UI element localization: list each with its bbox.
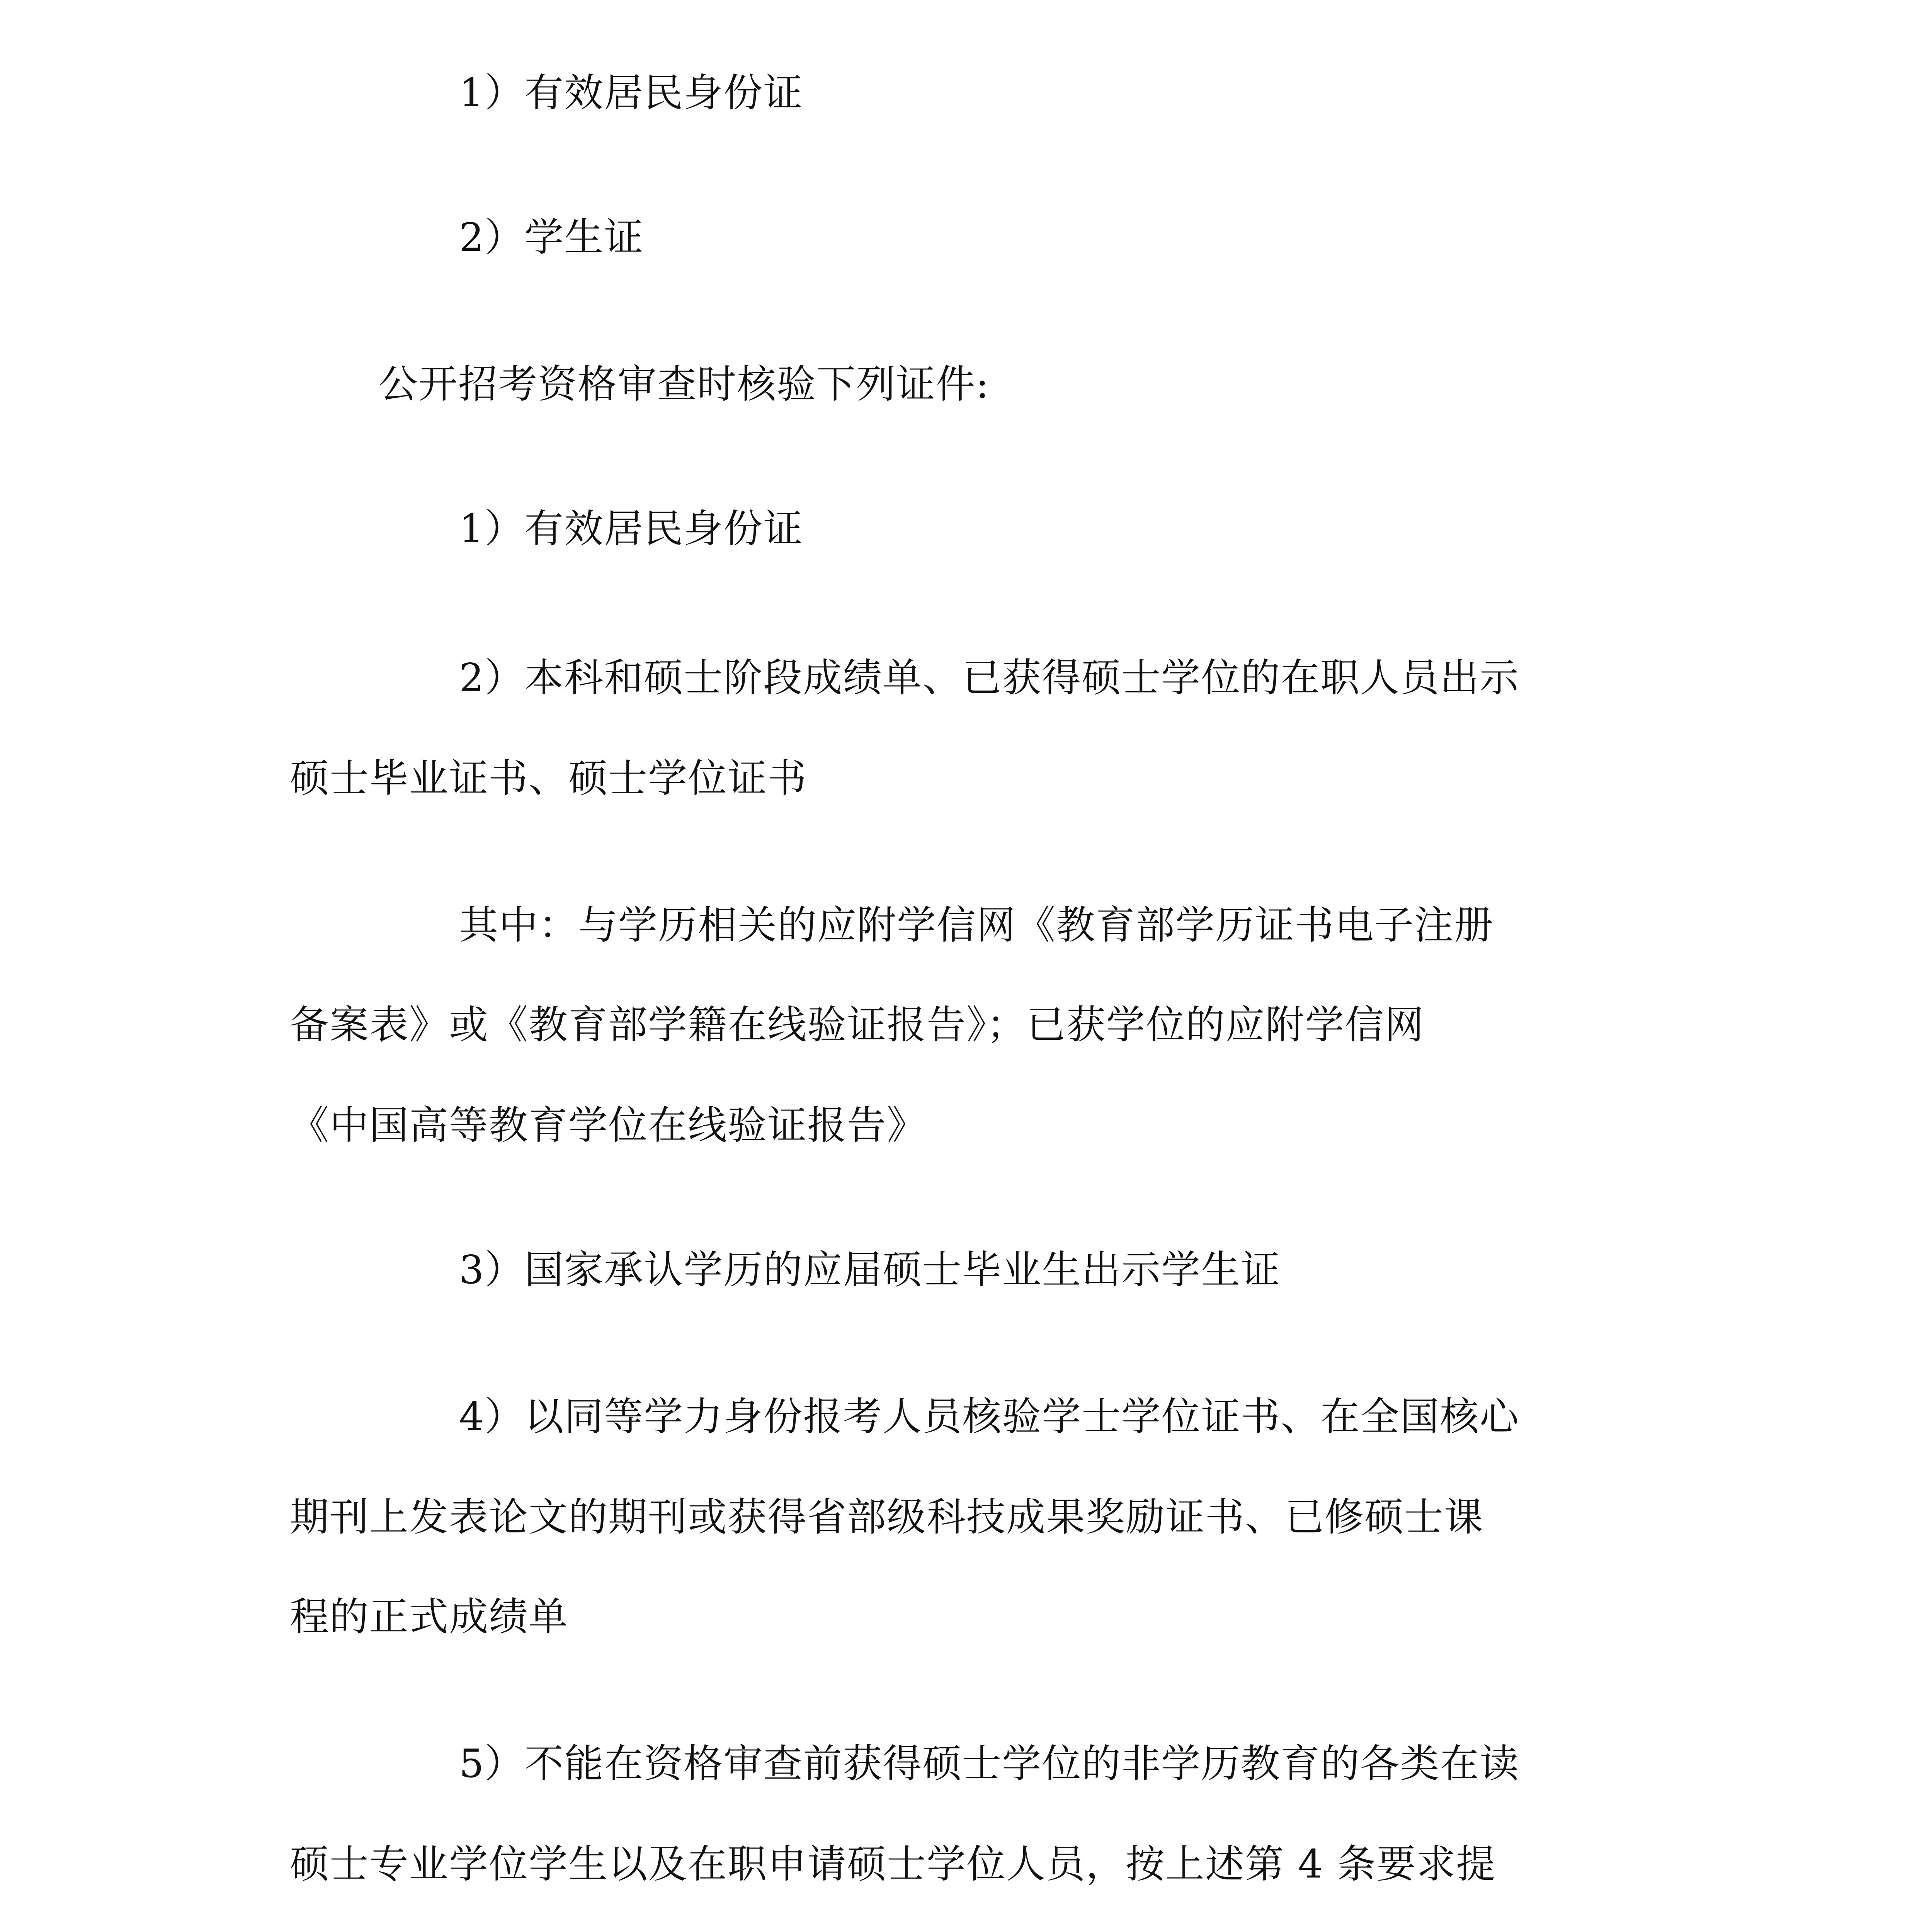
doc-line-id-card-1: 1）有效居民身份证 bbox=[459, 70, 803, 116]
doc-line-equivalent-cont: 期刊上发表论文的期刊或获得省部级科技成果奖励证书、已修硕士课 bbox=[290, 1494, 1484, 1540]
doc-line-chsi-note-cont-2: 《中国高等教育学位在线验证报告》 bbox=[290, 1102, 927, 1148]
doc-line-id-card-2: 1）有效居民身份证 bbox=[459, 506, 803, 551]
doc-line-chsi-note: 其中：与学历相关的应附学信网《教育部学历证书电子注册 bbox=[459, 902, 1494, 948]
doc-line-non-degree: 5）不能在资格审查前获得硕士学位的非学历教育的各类在读 bbox=[459, 1741, 1520, 1786]
doc-line-equivalent: 4）以同等学力身份报考人员核验学士学位证书、在全国核心 bbox=[459, 1394, 1520, 1439]
doc-line-equivalent-cont-2: 程的正式成绩单 bbox=[290, 1594, 569, 1639]
doc-line-section-heading: 公开招考资格审查时核验下列证件: bbox=[379, 361, 990, 407]
doc-line-transcripts-cont: 硕士毕业证书、硕士学位证书 bbox=[290, 755, 808, 801]
doc-line-non-degree-cont: 硕士专业学位学生以及在职申请硕士学位人员，按上述第 4 条要求提 bbox=[290, 1841, 1496, 1887]
doc-line-transcripts: 2）本科和硕士阶段成绩单、已获得硕士学位的在职人员出示 bbox=[459, 655, 1520, 701]
doc-line-chsi-note-cont: 备案表》或《教育部学籍在线验证报告》；已获学位的应附学信网 bbox=[290, 1002, 1425, 1048]
doc-line-student-card-1: 2）学生证 bbox=[459, 214, 644, 260]
doc-line-graduate-student: 3）国家承认学历的应届硕士毕业生出示学生证 bbox=[459, 1247, 1281, 1293]
